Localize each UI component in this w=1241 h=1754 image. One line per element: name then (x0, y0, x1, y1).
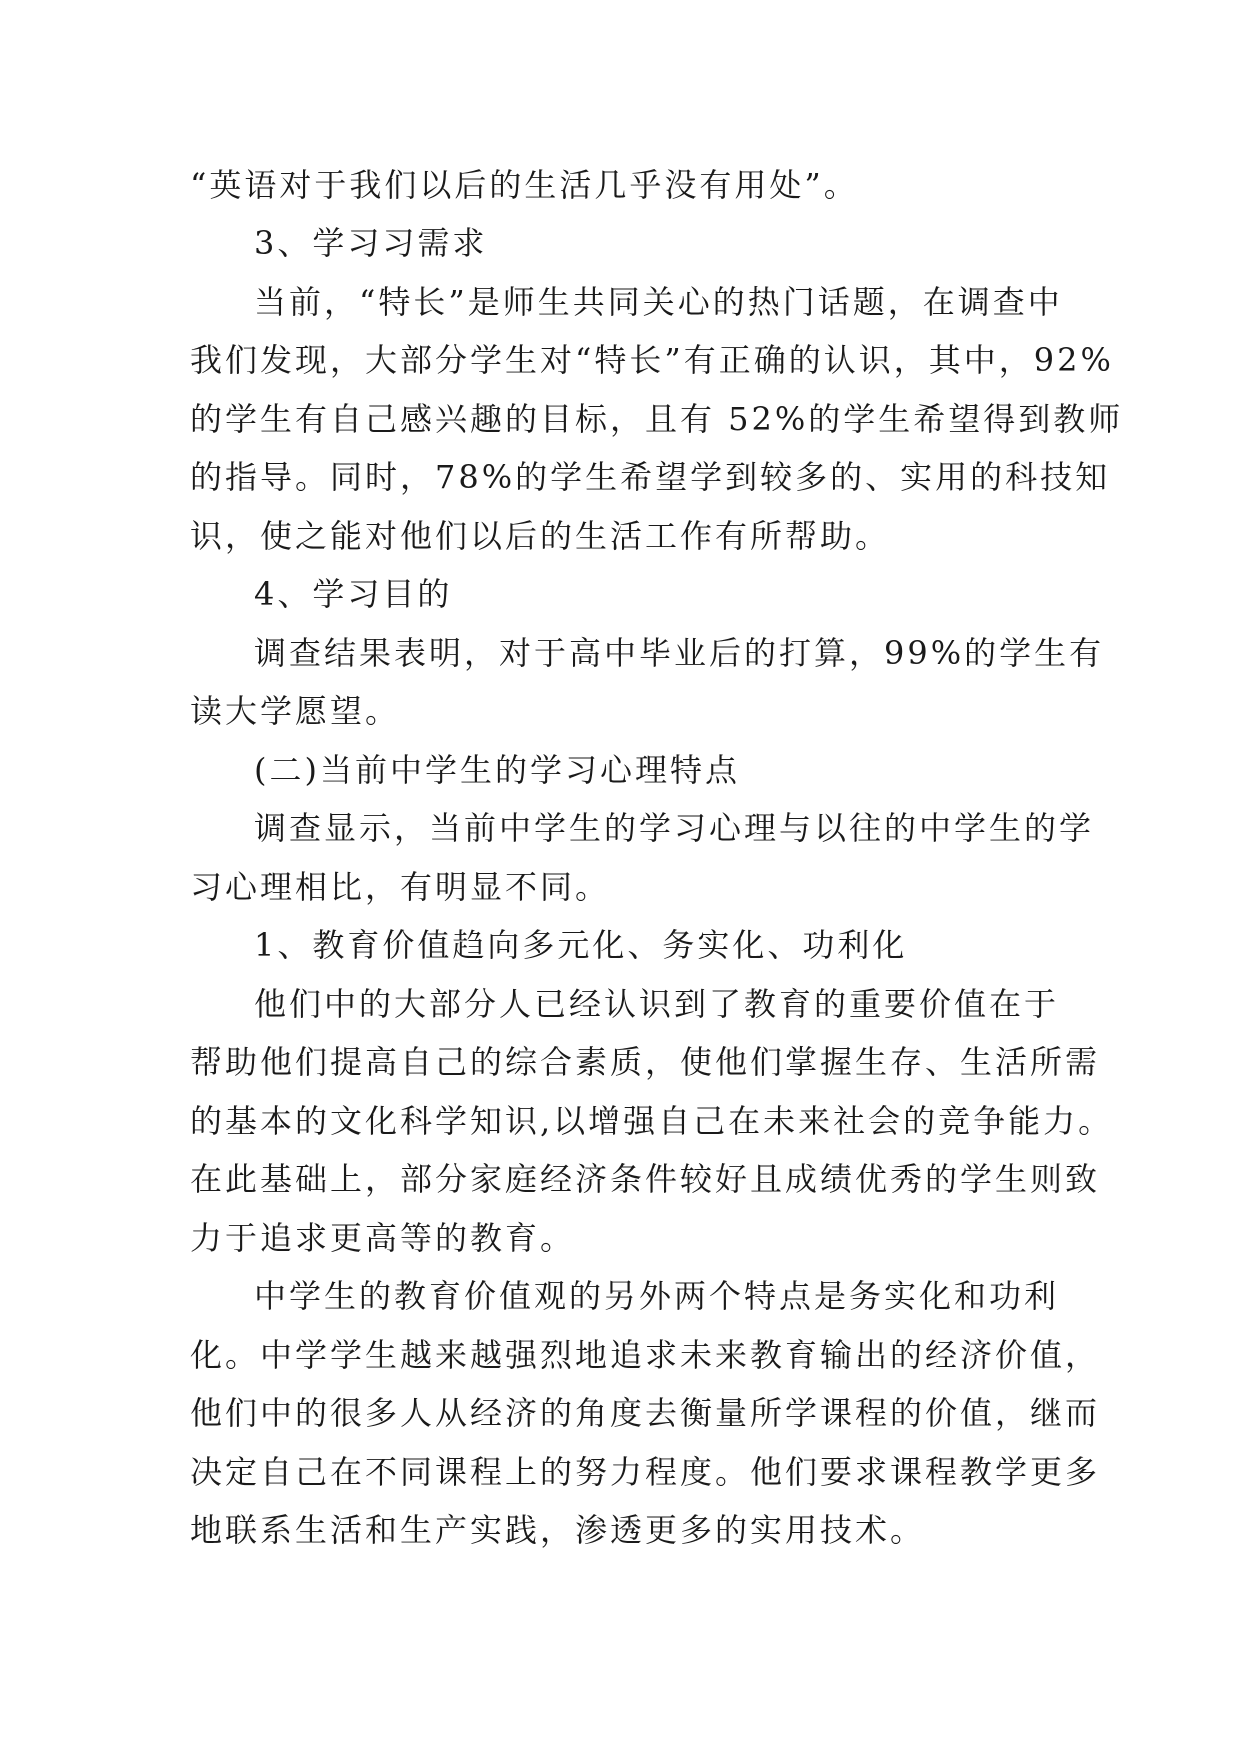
paragraph-line: 决定自己在不同课程上的努力程度。他们要求课程教学更多 (190, 1453, 1101, 1491)
paragraph-line: 调查结果表明，对于高中毕业后的打算，99%的学生有 (254, 634, 1105, 672)
paragraph-line: 的学生有自己感兴趣的目标，且有 52%的学生希望得到教师 (190, 400, 1124, 438)
section-heading: (二)当前中学生的学习心理特点 (254, 751, 740, 789)
paragraph-line: 帮助他们提高自己的综合素质，使他们掌握生存、生活所需 (190, 1043, 1101, 1081)
paragraph-line: 在此基础上，部分家庭经济条件较好且成绩优秀的学生则致 (190, 1160, 1101, 1198)
paragraph-line: 他们中的很多人从经济的角度去衡量所学课程的价值，继而 (190, 1394, 1101, 1432)
paragraph-line: 习心理相比，有明显不同。 (190, 868, 611, 906)
section-heading: 4、学习目的 (254, 575, 453, 613)
paragraph-line: 调查显示，当前中学生的学习心理与以往的中学生的学 (254, 809, 1095, 847)
paragraph-line: 力于追求更高等的教育。 (190, 1219, 576, 1257)
section-heading: 3、学习习需求 (254, 224, 488, 262)
paragraph-line: 当前，“特长”是师生共同关心的热门话题，在调查中 (254, 283, 1063, 321)
paragraph-line: 他们中的大部分人已经认识到了教育的重要价值在于 (254, 985, 1060, 1023)
paragraph-line: 中学生的教育价值观的另外两个特点是务实化和功利 (254, 1277, 1060, 1315)
paragraph-line: 的指导。同时，78%的学生希望学到较多的、实用的科技知 (190, 458, 1111, 496)
paragraph-line: 地联系生活和生产实践，渗透更多的实用技术。 (190, 1511, 926, 1549)
paragraph-line: “英语对于我们以后的生活几乎没有用处”。 (190, 166, 859, 204)
paragraph-line: 化。中学学生越来越强烈地追求未来教育输出的经济价值， (190, 1336, 1101, 1374)
paragraph-line: 读大学愿望。 (190, 692, 401, 730)
paragraph-line: 我们发现，大部分学生对“特长”有正确的认识，其中，92% (190, 341, 1114, 379)
paragraph-line: 的基本的文化科学知识,以增强自己在未来社会的竞争能力。 (190, 1102, 1114, 1140)
section-heading: 1、教育价值趋向多元化、务实化、功利化 (254, 926, 908, 964)
paragraph-line: 识，使之能对他们以后的生活工作有所帮助。 (190, 517, 891, 555)
